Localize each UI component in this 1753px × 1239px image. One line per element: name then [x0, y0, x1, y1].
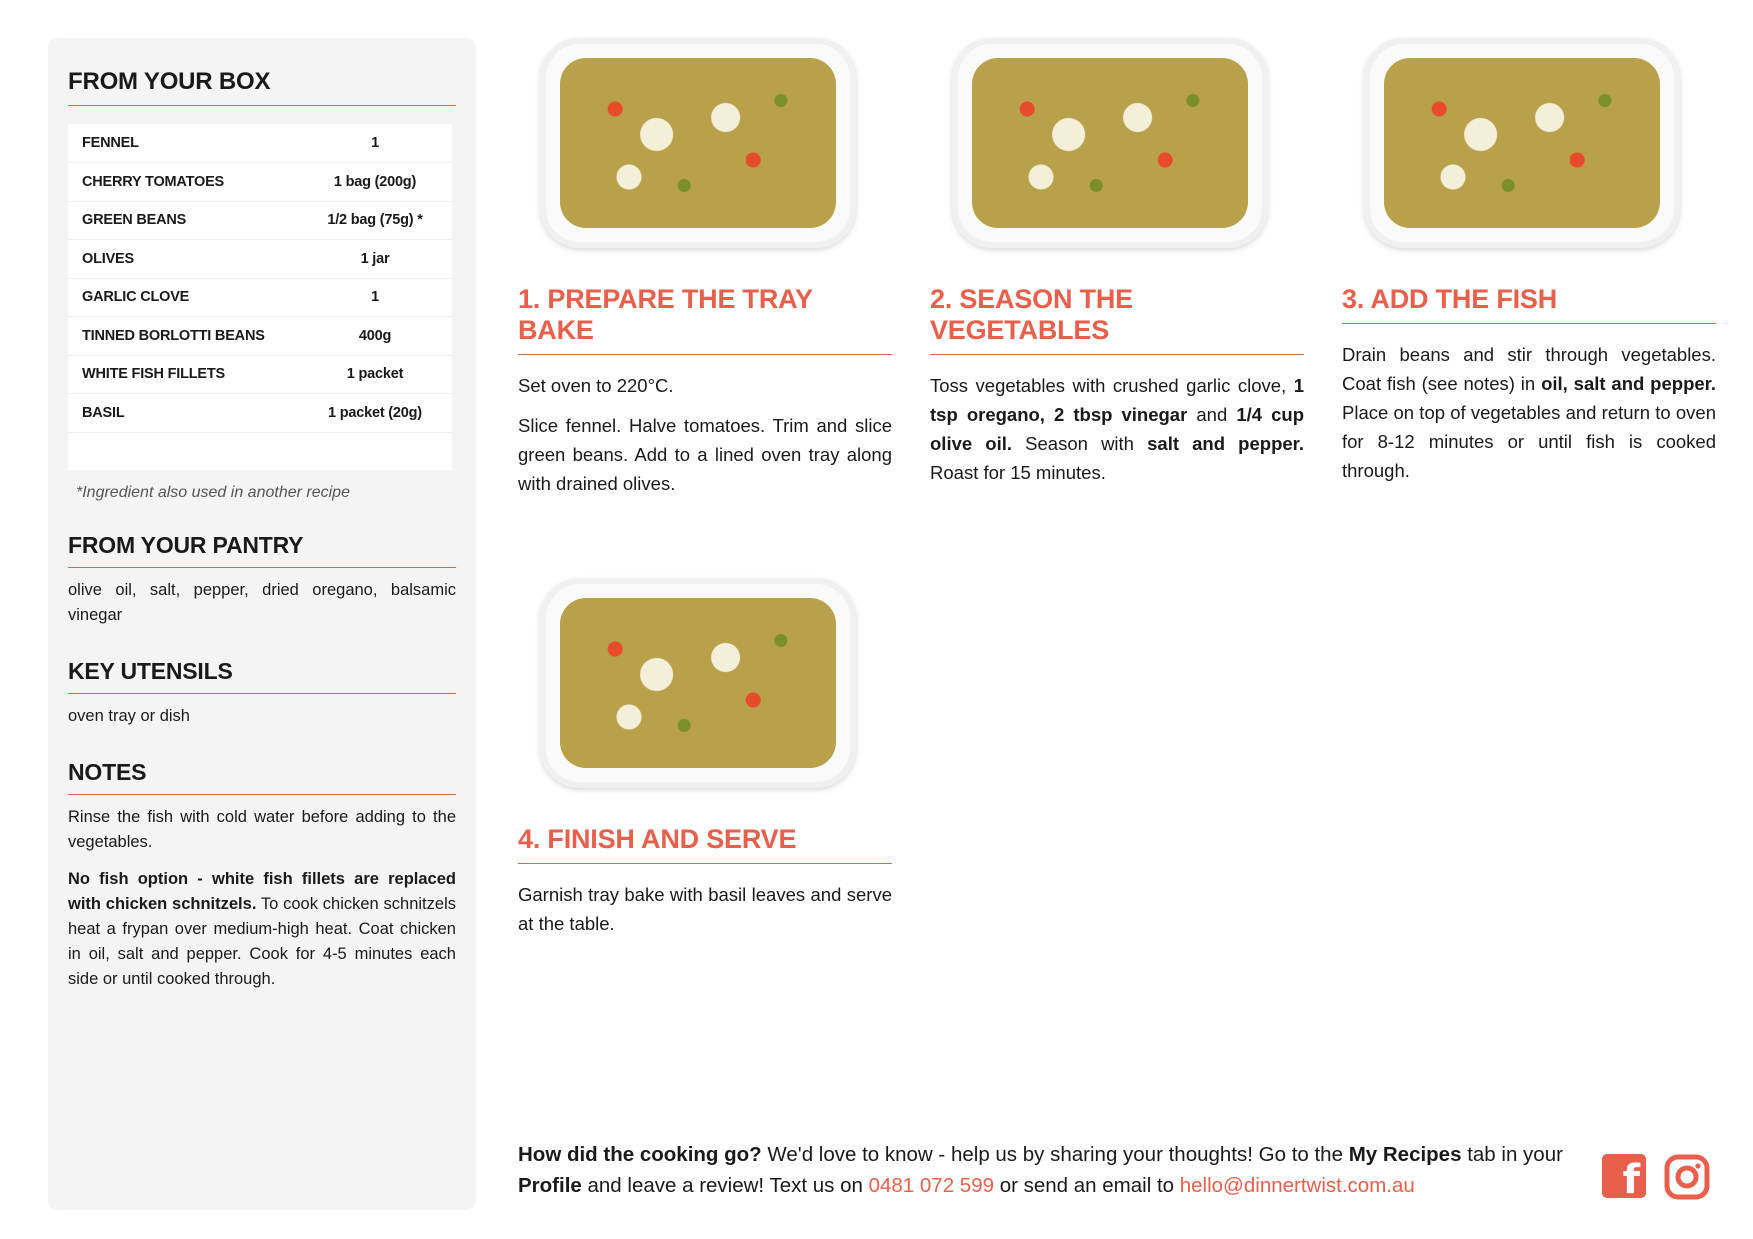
table-row — [68, 124, 452, 163]
tray-image — [1384, 58, 1660, 228]
pantry-heading: FROM YOUR PANTRY — [68, 532, 456, 568]
email-link[interactable]: hello@dinnertwist.com.au — [1179, 1174, 1415, 1197]
bold-text: oil, salt and pepper. — [1541, 373, 1716, 394]
bold-text: My Recipes — [1348, 1143, 1462, 1166]
utensils-section — [68, 658, 456, 729]
step-4-paragraph: Garnish tray bake with basil leaves and serve at the table. — [518, 884, 892, 934]
utensils-text: oven tray or dish — [68, 707, 190, 725]
ingredient-name: WHITE FISH FILLETS — [68, 355, 298, 394]
ingredient-name: FENNEL — [68, 124, 298, 163]
step-3-photo — [1364, 38, 1680, 248]
text: Roast for 15 minutes. — [930, 462, 1106, 483]
ingredient-qty: 1 packet — [298, 355, 452, 394]
bold-text: How did the cooking go? — [518, 1143, 762, 1166]
table-row — [68, 163, 452, 202]
text: Season with — [1012, 433, 1148, 454]
step-1-paragraph-1: Set oven to 220°C. — [518, 375, 674, 396]
bold-text: 1/4 cup olive oil. — [930, 404, 1305, 454]
tray-image — [560, 598, 836, 768]
table-row — [68, 201, 452, 240]
text: tab in your — [1461, 1143, 1563, 1166]
table-spacer-row — [68, 432, 452, 470]
bold-text: salt and pepper. — [1147, 433, 1304, 454]
text: Place on top of vegetables and return to oven for 8-12 minutes or until fish is cooked through. — [1342, 402, 1716, 481]
step-1 — [518, 38, 892, 498]
notes-text: To cook chicken schnitzels heat a frypan over medium-high heat. Coat chicken in oil, salt and pepper. Cook for 4-5 minutes each side or until cooked through. — [68, 895, 456, 988]
table-row — [68, 355, 452, 394]
pantry-text: olive oil, salt, pepper, dried oregano, balsamic vinegar — [68, 581, 456, 624]
table-row — [68, 278, 452, 317]
facebook-icon[interactable]: f — [1602, 1154, 1646, 1198]
notes-paragraph-2 — [68, 867, 456, 992]
ingredient-note: *Ingredient also used in another recipe — [76, 484, 350, 501]
pantry-section — [68, 532, 456, 628]
phone-link[interactable]: 0481 072 599 — [868, 1174, 994, 1197]
feedback-footer — [518, 1139, 1578, 1201]
notes-paragraph-1: Rinse the fish with cold water before adding to the vegetables. — [68, 808, 456, 851]
ingredient-name: GREEN BEANS — [68, 201, 298, 240]
step-1-body — [518, 371, 892, 498]
step-3-body — [1342, 340, 1716, 485]
step-2-heading: 2. SEASON THE VEGETABLES — [930, 284, 1304, 355]
notes-section — [68, 759, 456, 992]
text: and — [1187, 404, 1237, 425]
step-2-photo — [952, 38, 1268, 248]
step-3-heading: 3. ADD THE FISH — [1342, 284, 1716, 324]
bold-text: 1 tsp oregano, 2 tbsp vinegar — [930, 375, 1304, 425]
social-links — [1602, 1154, 1710, 1200]
ingredient-name: GARLIC CLOVE — [68, 278, 298, 317]
utensils-heading: KEY UTENSILS — [68, 658, 456, 694]
step-2-paragraph — [930, 371, 1304, 487]
instagram-icon[interactable] — [1664, 1154, 1710, 1200]
ingredient-qty: 1 packet (20g) — [298, 394, 452, 433]
text: or send an email to — [994, 1174, 1180, 1197]
spacer-cell — [68, 432, 298, 470]
bold-text: Profile — [518, 1174, 582, 1197]
step-4 — [518, 578, 892, 938]
table-row — [68, 394, 452, 433]
ingredient-name: OLIVES — [68, 240, 298, 279]
step-2 — [930, 38, 1304, 487]
ingredients-table — [68, 124, 452, 470]
step-2-body — [930, 371, 1304, 487]
step-1-paragraph-2: Slice fennel. Halve tomatoes. Trim and slice green beans. Add to a lined oven tray along with drained olives. — [518, 415, 892, 494]
step-3-paragraph — [1342, 340, 1716, 485]
ingredient-qty: 1 bag (200g) — [298, 163, 452, 202]
ingredient-qty: 1 — [298, 124, 452, 163]
text: Drain beans and stir through vegetables. Coat fish (see notes) in — [1342, 344, 1716, 394]
tray-image — [560, 58, 836, 228]
step-4-body — [518, 880, 892, 938]
spacer-cell — [298, 432, 452, 470]
table-row — [68, 317, 452, 356]
ingredient-qty: 400g — [298, 317, 452, 356]
step-1-heading: 1. PREPARE THE TRAY BAKE — [518, 284, 892, 355]
ingredient-qty: 1/2 bag (75g) * — [298, 201, 452, 240]
text: We'd love to know - help us by sharing your thoughts! Go to the — [761, 1143, 1349, 1166]
ingredient-name: CHERRY TOMATOES — [68, 163, 298, 202]
text: Toss vegetables with crushed garlic clove, — [930, 375, 1294, 396]
step-3 — [1342, 38, 1716, 485]
box-heading: FROM YOUR BOX — [68, 68, 456, 106]
step-1-photo — [540, 38, 856, 248]
step-4-heading: 4. FINISH AND SERVE — [518, 824, 892, 864]
ingredient-name: BASIL — [68, 394, 298, 433]
table-row — [68, 240, 452, 279]
text: and leave a review! Text us on — [581, 1174, 869, 1197]
ingredient-name: TINNED BORLOTTI BEANS — [68, 317, 298, 356]
notes-heading: NOTES — [68, 759, 456, 795]
sidebar — [48, 38, 476, 1210]
ingredient-qty: 1 jar — [298, 240, 452, 279]
step-4-photo — [540, 578, 856, 788]
notes-bold-text: No fish option - white fish fillets are replaced with chicken schnitzels. — [68, 870, 456, 913]
ingredient-qty: 1 — [298, 278, 452, 317]
tray-image — [972, 58, 1248, 228]
